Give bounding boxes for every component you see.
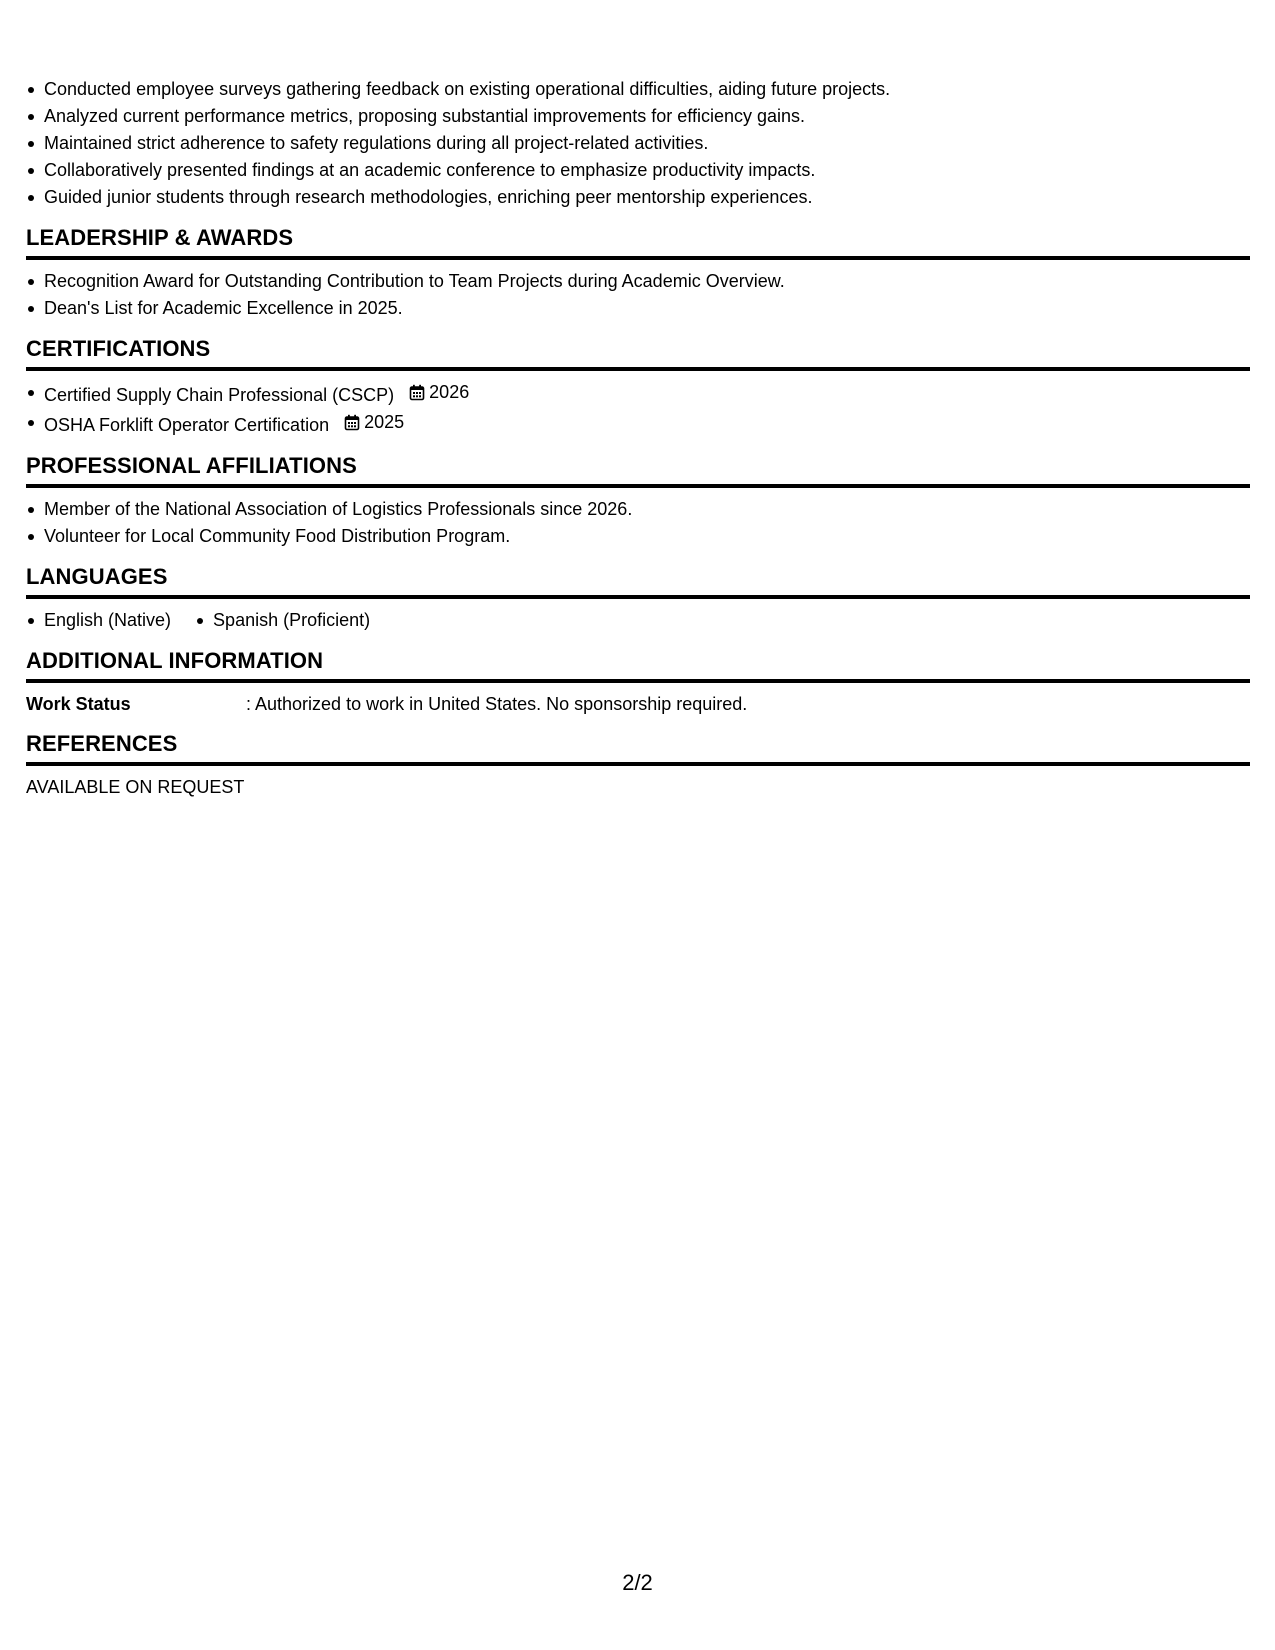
references-text: AVAILABLE ON REQUEST (26, 777, 245, 797)
certification-name: OSHA Forklift Operator Certification (44, 415, 330, 435)
leadership-section (26, 225, 1250, 322)
section-title: PROFESSIONAL AFFILIATIONS (26, 453, 1250, 488)
languages-section (26, 564, 1250, 634)
resume-page (26, 76, 1250, 800)
list-item: English (Native) (26, 607, 171, 634)
list-item: Volunteer for Local Community Food Distribution Program. (26, 523, 1250, 550)
certifications-list (26, 379, 1250, 439)
certification-name: Certified Supply Chain Professional (CSCP) (44, 385, 395, 405)
certification-year: 2025 (364, 412, 405, 432)
list-item: Conducted employee surveys gathering feedback on existing operational difficulties, aiding future projects. (26, 76, 1250, 103)
experience-bullet-list (26, 76, 1250, 211)
section-title: LEADERSHIP & AWARDS (26, 225, 1250, 260)
list-item: Collaboratively presented findings at an academic conference to emphasize productivity impacts. (26, 157, 1250, 184)
certification-date (409, 379, 469, 406)
leadership-list (26, 268, 1250, 322)
page-number: 2/2 (622, 1570, 653, 1595)
work-status-label: Work Status (26, 694, 131, 714)
calendar-icon (409, 384, 425, 401)
list-item: Guided junior students through research methodologies, enriching peer mentorship experiences. (26, 184, 1250, 211)
affiliations-list (26, 496, 1250, 550)
calendar-icon (344, 414, 360, 431)
certification-date (344, 409, 404, 436)
certifications-section (26, 336, 1250, 439)
section-title: ADDITIONAL INFORMATION (26, 648, 1250, 683)
section-title: REFERENCES (26, 731, 1250, 766)
list-item: Analyzed current performance metrics, proposing substantial improvements for efficiency gains. (26, 103, 1250, 130)
list-item: Dean's List for Academic Excellence in 2025. (26, 295, 1250, 322)
list-item (26, 379, 1250, 409)
languages-list (26, 607, 1250, 634)
section-title: CERTIFICATIONS (26, 336, 1250, 371)
work-status-value: : Authorized to work in United States. No sponsorship required. (246, 694, 748, 714)
section-title: LANGUAGES (26, 564, 1250, 599)
affiliations-section (26, 453, 1250, 550)
references-section (26, 731, 1250, 800)
list-item (26, 409, 1250, 439)
list-item: Recognition Award for Outstanding Contribution to Team Projects during Academic Overview. (26, 268, 1250, 295)
work-status-row (26, 691, 1250, 717)
list-item: Maintained strict adherence to safety regulations during all project-related activities. (26, 130, 1250, 157)
additional-info-section (26, 648, 1250, 717)
list-item: Spanish (Proficient) (195, 607, 370, 634)
list-item: Member of the National Association of Logistics Professionals since 2026. (26, 496, 1250, 523)
certification-year: 2026 (429, 382, 470, 402)
